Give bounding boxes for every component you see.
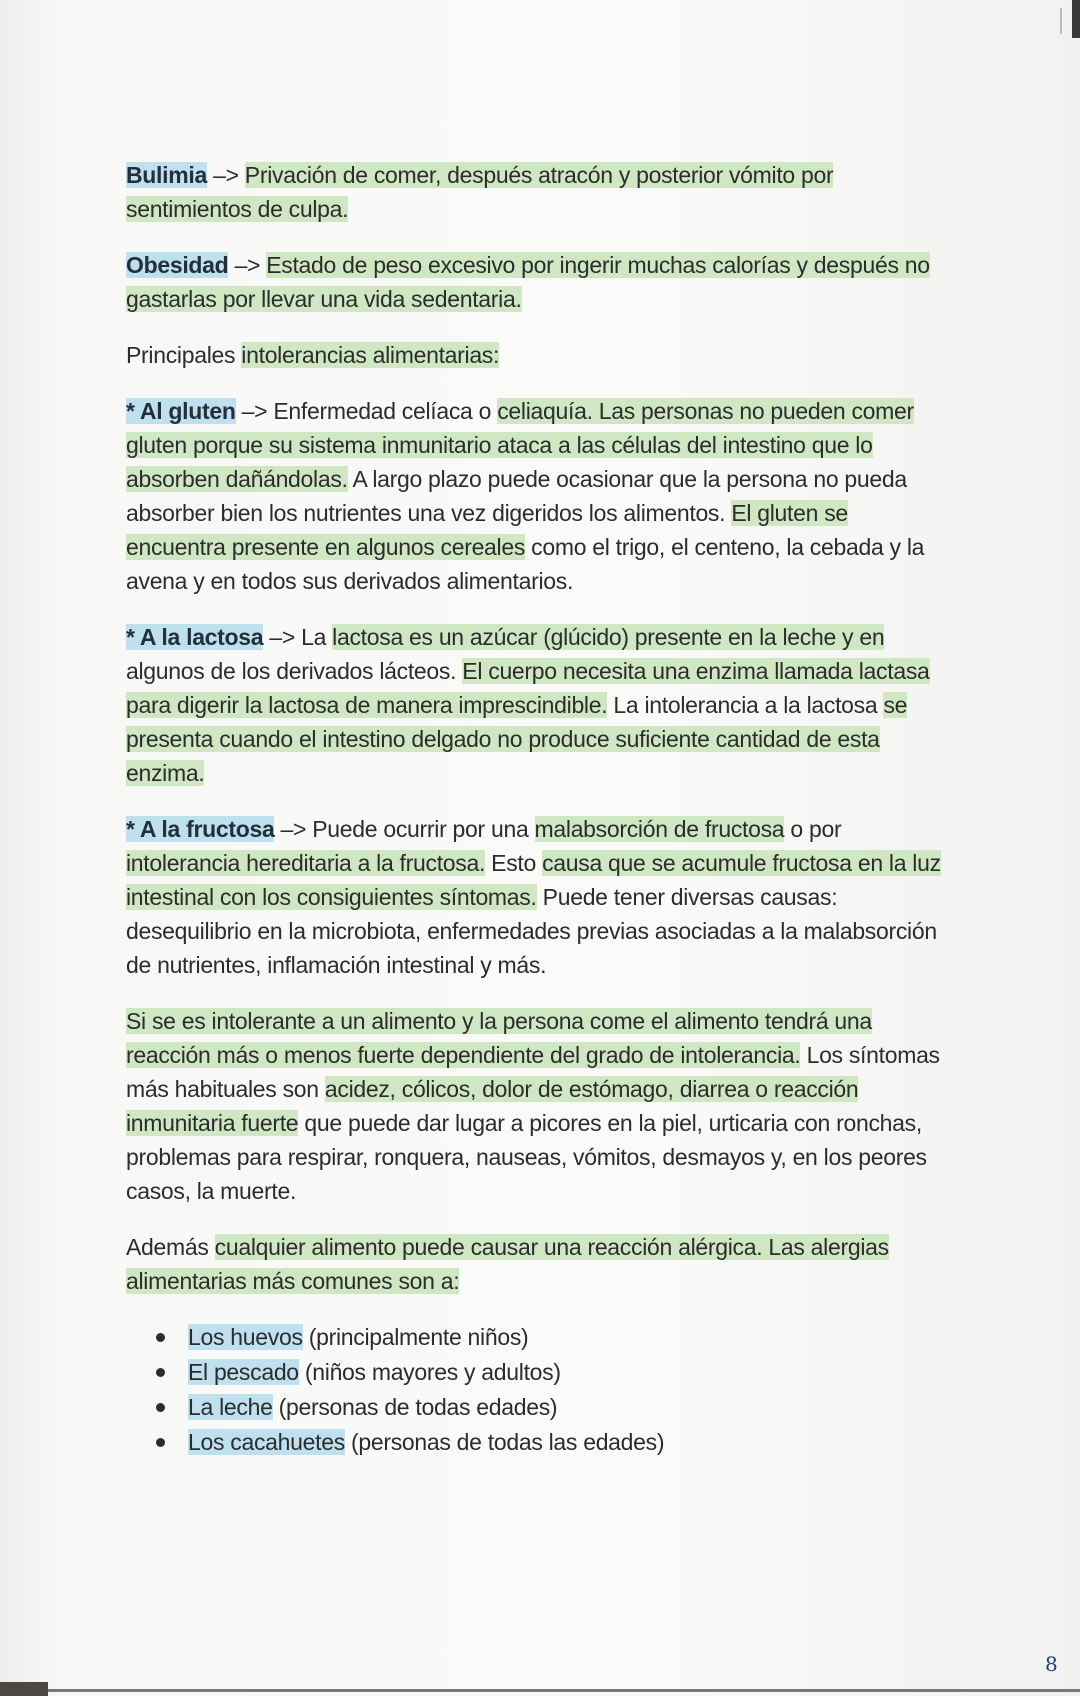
list-item <box>156 1320 946 1355</box>
paragraph-lactosa <box>126 620 946 790</box>
term-lactosa: * A la lactosa <box>126 624 264 650</box>
paragraph-reaccion <box>126 1004 946 1208</box>
term-obesidad: Obesidad <box>126 252 229 278</box>
gluten-text-1: Enfermedad celíaca o <box>273 398 498 424</box>
term-fructosa: * A la fructosa <box>126 816 275 842</box>
scan-bottom-edge <box>0 1689 1080 1692</box>
bullet-icon <box>156 1438 165 1447</box>
arrow: –> <box>274 816 313 842</box>
gluten-text-2: A largo plazo puede ocasionar que la persona no pueda absorber bien los nutrientes una vez digeridos los alimentos. <box>126 466 907 526</box>
page-number: 8 <box>1045 1652 1058 1676</box>
reaccion-text-1: Los síntomas más habituales son <box>126 1042 940 1102</box>
lactosa-text-2: La intolerancia a la lactosa <box>607 692 884 718</box>
bullet-icon <box>156 1333 165 1342</box>
lactosa-highlight-1: lactosa es un azúcar (glúcido) presente en la leche y en <box>332 624 885 650</box>
gluten-highlight-1: celiaquía. Las personas no pueden comer gluten porque su sistema inmunitario ataca a las células del intestino que lo absorben dañándolas. <box>126 398 914 492</box>
definition-bulimia: Privación de comer, después atracón y posterior vómito por sentimientos de culpa. <box>126 162 834 222</box>
paragraph-gluten <box>126 394 946 598</box>
bullet-icon <box>156 1368 165 1377</box>
reaccion-text-2: que puede dar lugar a picores en la piel, urticaria con ronchas, problemas para respirar, ronquera, nauseas, vómitos, desmayos y, en los peores casos, la muerte. <box>126 1110 927 1204</box>
arrow: –> <box>206 162 245 188</box>
lactosa-highlight-3: se presenta cuando el intestino delgado no produce suficiente cantidad de esta enzima. <box>126 692 908 786</box>
reaccion-highlight-2: acidez, cólicos, dolor de estómago, diarrea o reacción inmunitaria fuerte <box>126 1076 859 1136</box>
document-body <box>126 158 946 1460</box>
lactosa-text-1: algunos de los derivados lácteos. <box>126 658 463 684</box>
scan-corner-mark <box>0 1682 48 1696</box>
fructosa-text-2: o por <box>784 816 842 842</box>
allergy-food: Los huevos <box>188 1324 303 1350</box>
gluten-highlight-2: El gluten se encuentra presente en algunos cereales <box>126 500 848 560</box>
term-gluten: * Al gluten <box>126 398 236 424</box>
allergy-note: (principalmente niños) <box>302 1324 529 1350</box>
allergy-food: Los cacahuetes <box>188 1429 345 1455</box>
alergias-highlight: cualquier alimento puede causar una reacción alérgica. Las alergias alimentarias más comunes son a: <box>126 1234 889 1294</box>
fructosa-highlight-2: intolerancia hereditaria a la fructosa. <box>126 850 486 876</box>
allergy-note: (personas de todas edades) <box>272 1394 558 1420</box>
term-bulimia: Bulimia <box>126 162 207 188</box>
intro-highlight: intolerancias alimentarias: <box>241 342 500 368</box>
alergias-text: Además <box>126 1234 215 1260</box>
definition-obesidad: Estado de peso excesivo por ingerir muchas calorías y después no gastarlas por llevar una vida sedentaria. <box>126 252 930 312</box>
fructosa-text-3: Esto <box>485 850 543 876</box>
fructosa-highlight-1: malabsorción de fructosa <box>534 816 785 842</box>
allergy-list <box>126 1320 946 1460</box>
reaccion-highlight-1: Si se es intolerante a un alimento y la persona come el alimento tendrá una reacción más o menos fuerte dependiente del grado de intolerancia. <box>126 1008 872 1068</box>
paragraph-bulimia <box>126 158 946 226</box>
lactosa-highlight-2: El cuerpo necesita una enzima llamada lactasa para digerir la lactosa de manera imprescindible. <box>126 658 930 718</box>
allergy-note: (niños mayores y adultos) <box>298 1359 561 1385</box>
list-item <box>156 1390 946 1425</box>
allergy-food: El pescado <box>188 1359 299 1385</box>
bullet-icon <box>156 1403 165 1412</box>
paragraph-intolerancias-intro <box>126 338 946 372</box>
intro-text: Principales <box>126 342 242 368</box>
fructosa-highlight-3: causa que se acumule fructosa en la luz intestinal con los consiguientes síntomas. <box>126 850 941 910</box>
paragraph-alergias-intro <box>126 1230 946 1298</box>
fructosa-text-1: Puede ocurrir por una <box>312 816 535 842</box>
arrow: –> <box>228 252 267 278</box>
paragraph-obesidad <box>126 248 946 316</box>
allergy-note: (personas de todas las edades) <box>344 1429 665 1455</box>
gluten-text-3: como el trigo, el centeno, la cebada y la avena y en todos sus derivados alimentarios. <box>126 534 925 594</box>
arrow: –> La <box>263 624 333 650</box>
allergy-food: La leche <box>188 1394 273 1420</box>
list-item <box>156 1355 946 1390</box>
paragraph-fructosa <box>126 812 946 982</box>
arrow: –> <box>235 398 274 424</box>
fructosa-text-4: Puede tener diversas causas: desequilibrio en la microbiota, enfermedades previas asociadas a la malabsorción de nutrientes, inflamación intestinal y más. <box>126 884 937 978</box>
list-item <box>156 1425 946 1460</box>
scan-edge-mark <box>1072 0 1080 38</box>
scan-edge-line <box>1060 8 1062 34</box>
